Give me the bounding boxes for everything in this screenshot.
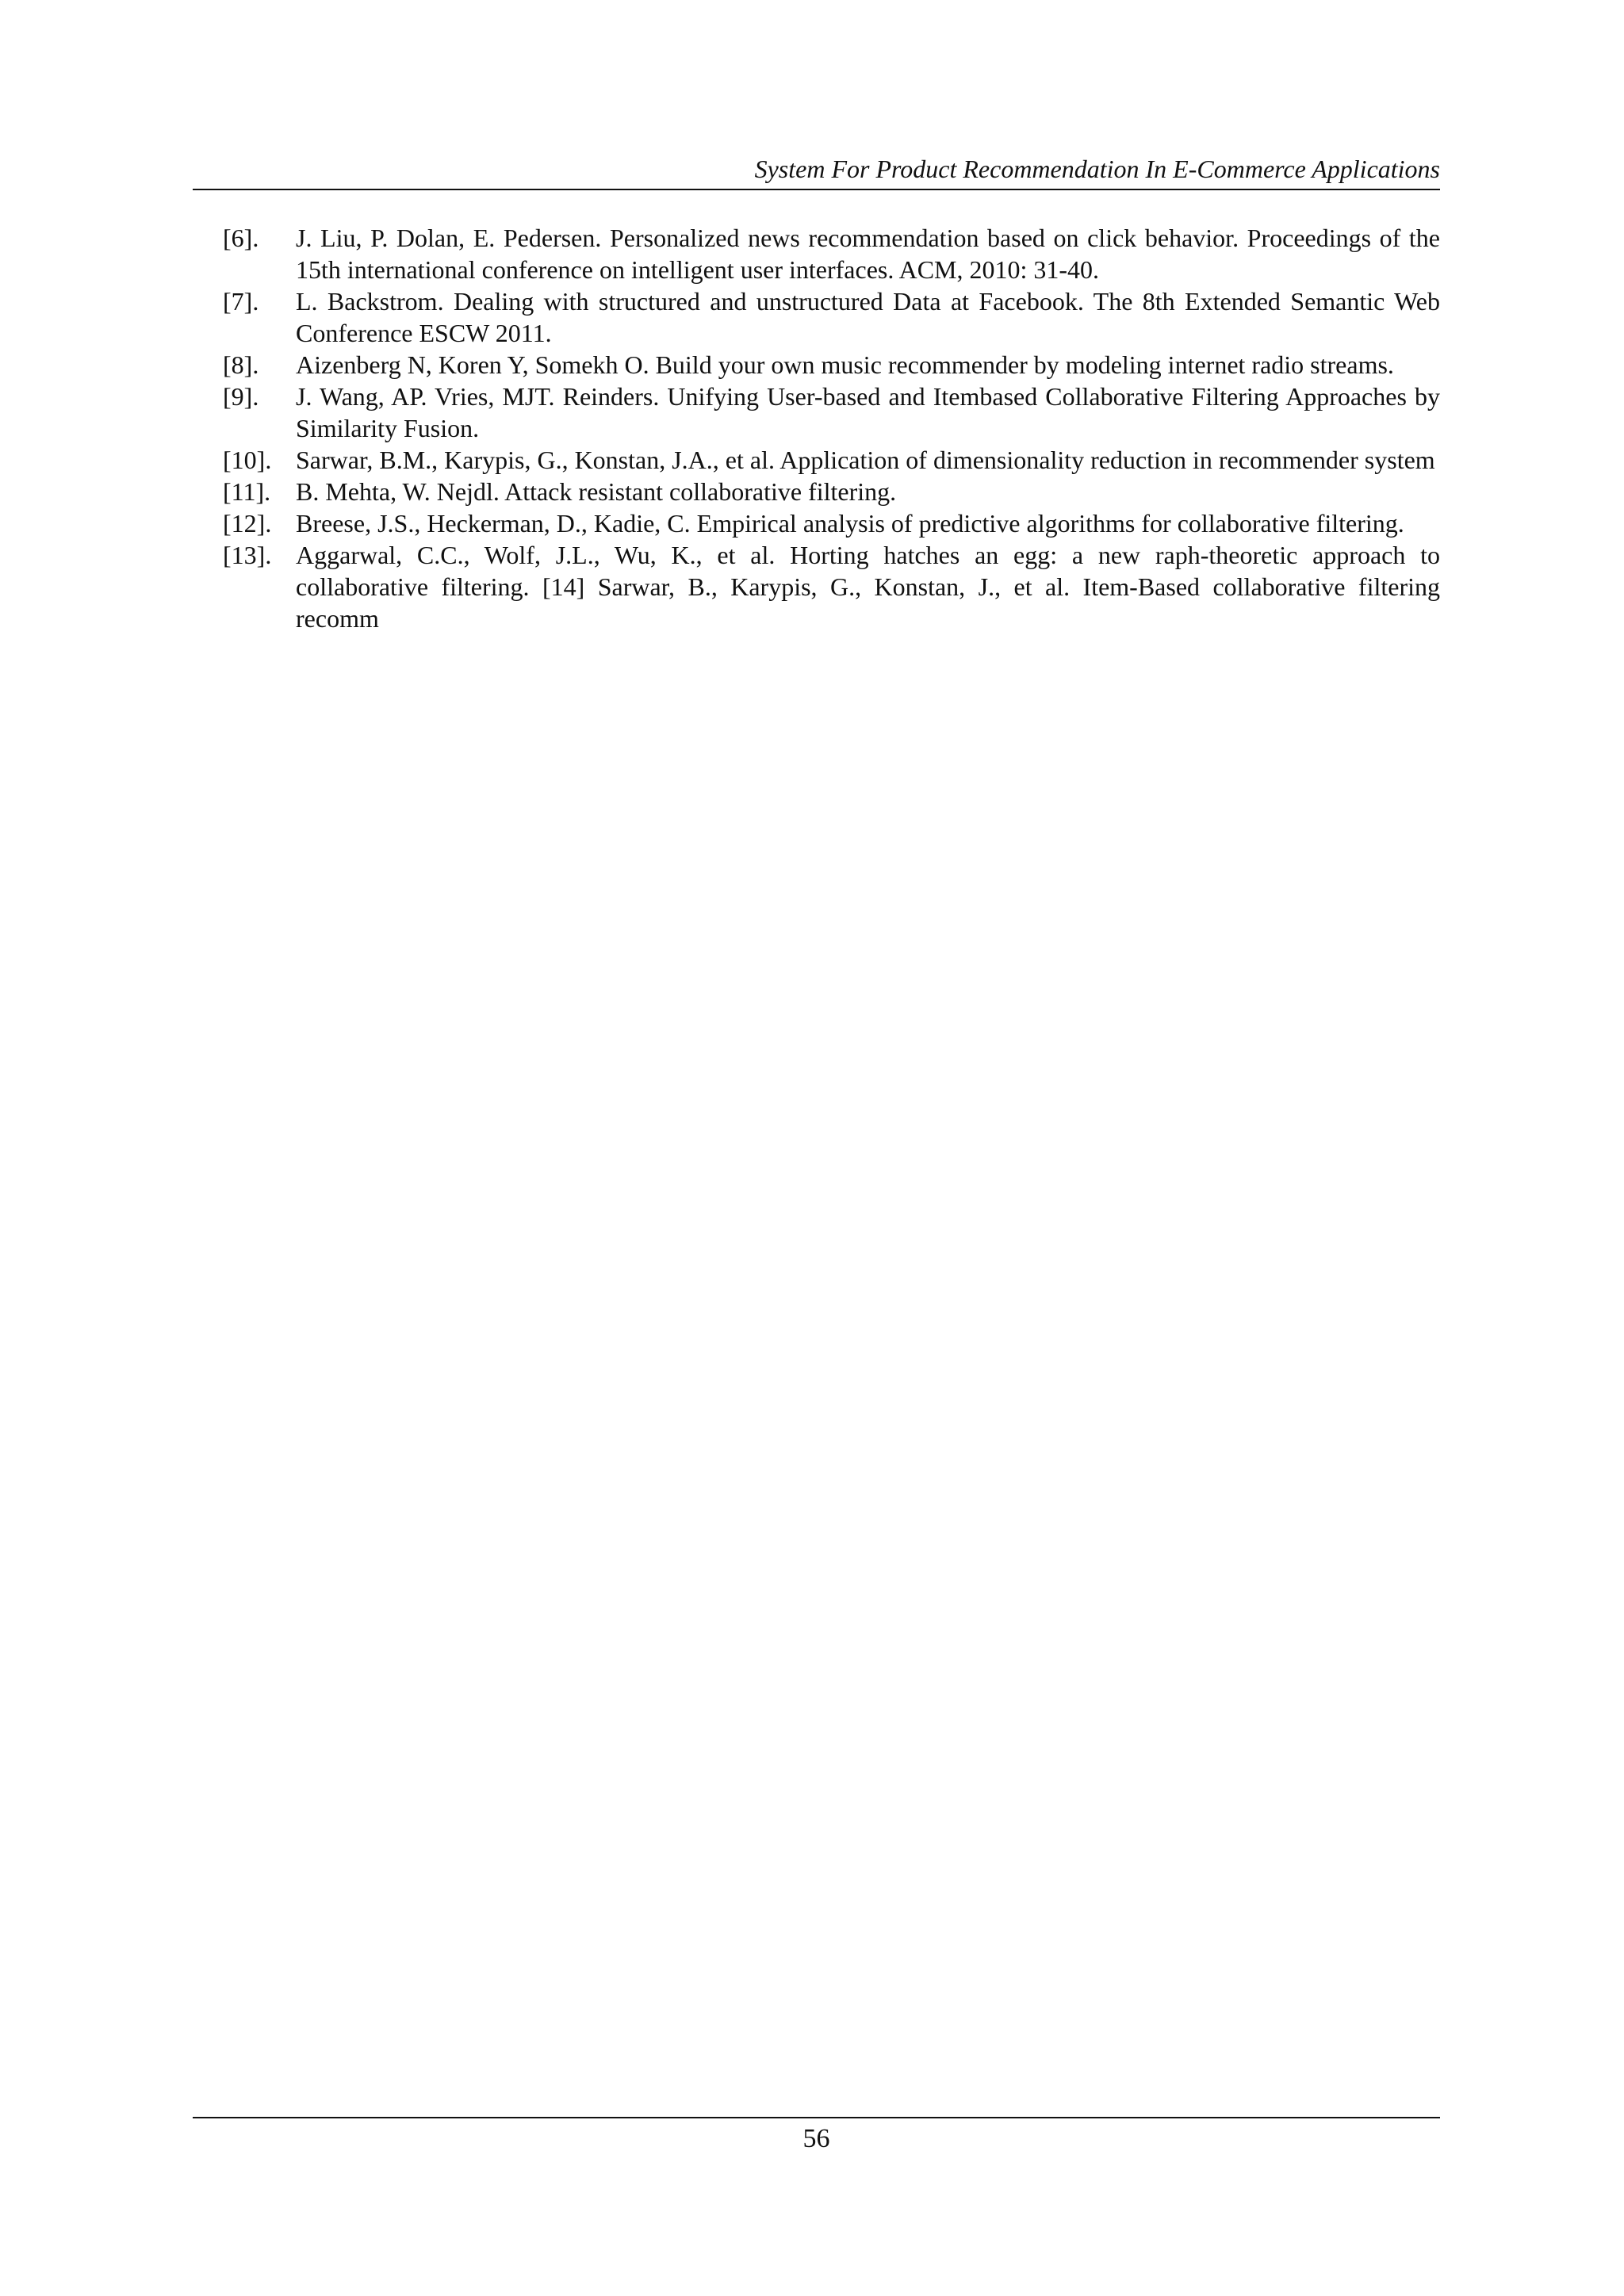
header-rule — [193, 189, 1440, 190]
reference-8 — [193, 349, 1440, 381]
reference-text: Aggarwal, C.C., Wolf, J.L., Wu, K., et al. Horting hatches an egg: a new raph-theoretic approach to collaborative filtering. [14] Sarwar, B., Karypis, G., Konstan, J., et al. Item-Based collaborative filtering recomm — [296, 541, 1440, 633]
reference-text: Breese, J.S., Heckerman, D., Kadie, C. Empirical analysis of predictive algorithms for collaborative filtering. — [296, 509, 1404, 538]
reference-9 — [193, 381, 1440, 444]
reference-text: B. Mehta, W. Nejdl. Attack resistant collaborative filtering. — [296, 477, 897, 506]
reference-number: [6]. — [223, 224, 259, 252]
running-header: System For Product Recommendation In E-Commerce Applications — [754, 155, 1440, 183]
reference-10 — [193, 444, 1440, 476]
reference-number: [8]. — [223, 350, 259, 379]
reference-13 — [193, 539, 1440, 634]
reference-text: J. Liu, P. Dolan, E. Pedersen. Personalized news recommendation based on click behavior. Proceedings of the 15th international conference on intelligent user interfaces. ACM, 2010: 31-40. — [296, 224, 1440, 284]
reference-number: [13]. — [223, 541, 272, 569]
reference-number: [12]. — [223, 509, 272, 538]
reference-list — [193, 222, 1440, 634]
reference-12 — [193, 507, 1440, 539]
reference-6 — [193, 222, 1440, 285]
reference-text: L. Backstrom. Dealing with structured and unstructured Data at Facebook. The 8th Extended Semantic Web Conference ESCW 2011. — [296, 287, 1440, 347]
reference-number: [7]. — [223, 287, 259, 316]
page-number: 56 — [802, 2124, 830, 2153]
reference-7 — [193, 285, 1440, 349]
reference-text: Sarwar, B.M., Karypis, G., Konstan, J.A., et al. Application of dimensionality reduction in recommender system — [296, 446, 1435, 474]
reference-number: [11]. — [223, 477, 271, 506]
reference-11 — [193, 476, 1440, 507]
reference-number: [10]. — [223, 446, 272, 474]
reference-text: Aizenberg N, Koren Y, Somekh O. Build your own music recommender by modeling internet radio streams. — [296, 350, 1394, 379]
reference-text: J. Wang, AP. Vries, MJT. Reinders. Unifying User-based and Itembased Collaborative Filtering Approaches by Similarity Fusion. — [296, 382, 1440, 442]
reference-number: [9]. — [223, 382, 259, 411]
footer-rule — [193, 2117, 1440, 2118]
